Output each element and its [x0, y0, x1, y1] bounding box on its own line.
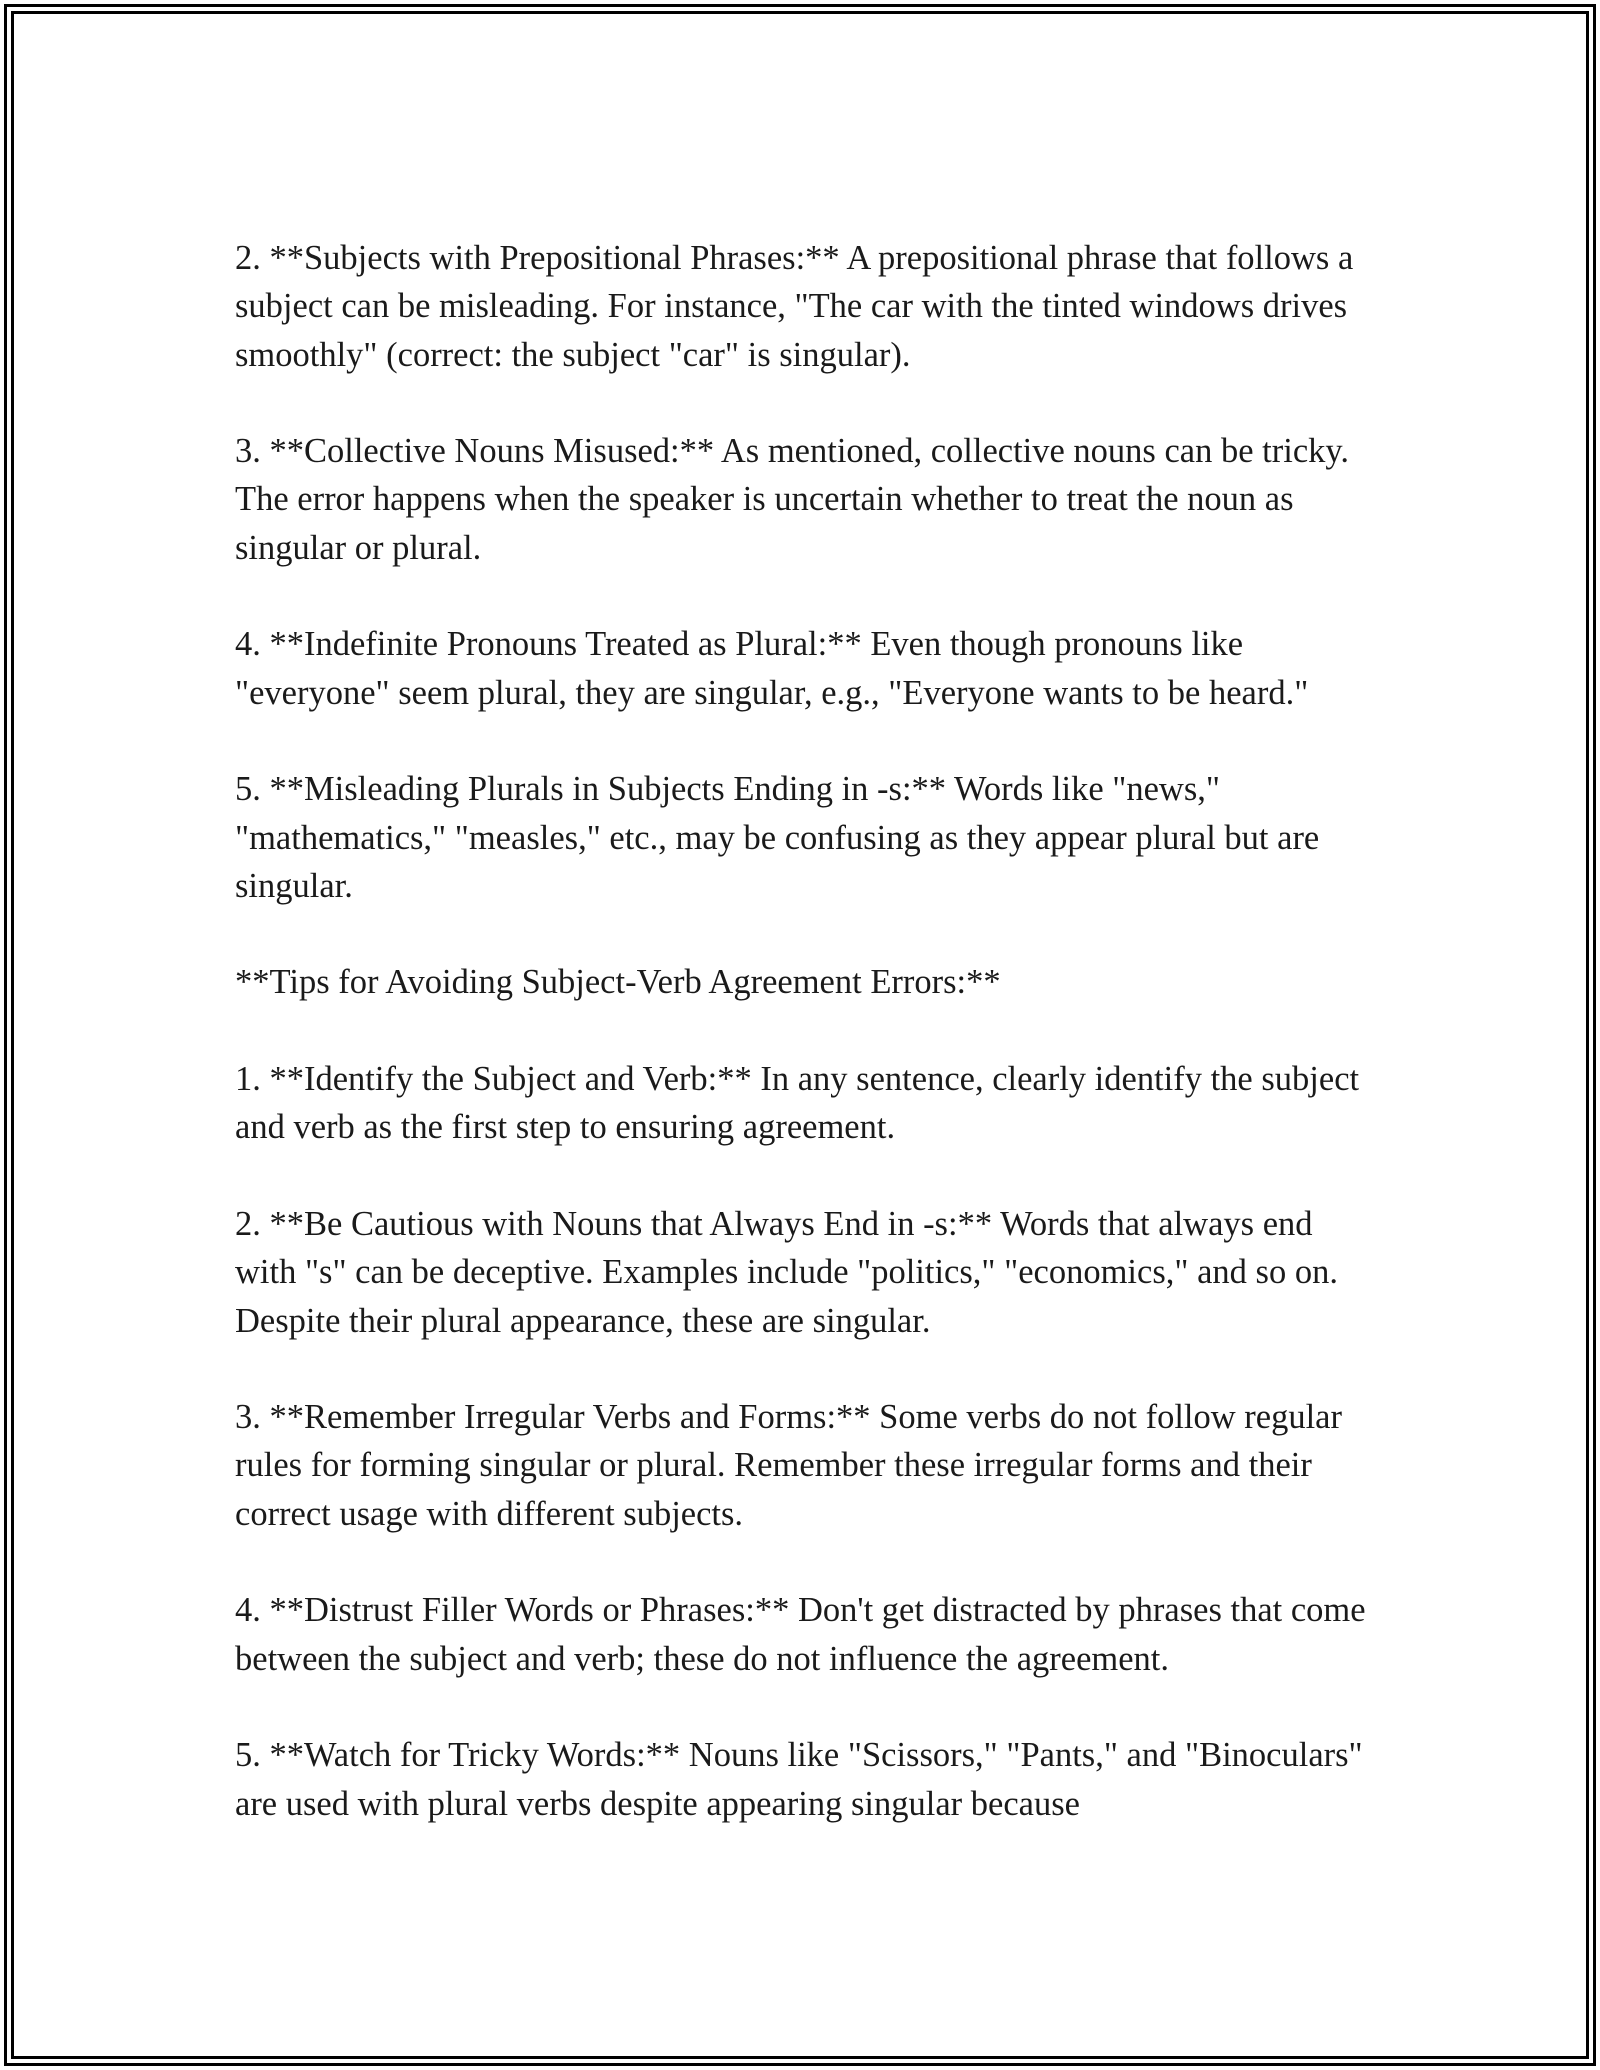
paragraph-indefinite-pronouns: 4. **Indefinite Pronouns Treated as Plural:** Even though pronouns like "everyone" seem plural, they are singular, e.g., "Everyone wants to be heard." [235, 625, 1309, 712]
paragraph-nouns-ending-s: 2. **Be Cautious with Nouns that Always End in -s:** Words that always end with "s" can be deceptive. Examples include "politics," "economics," and so on. Despite their plural appearance, these are singular. [235, 1204, 1338, 1340]
document-body [235, 234, 1375, 1828]
paragraph-misleading-plurals: 5. **Misleading Plurals in Subjects Ending in -s:** Words like "news," "mathematics," "measles," etc., may be confusing as they appear plural but are singular. [235, 770, 1320, 905]
section-heading-tips: **Tips for Avoiding Subject-Verb Agreement Errors:** [235, 963, 1001, 1002]
paragraph-collective-nouns: 3. **Collective Nouns Misused:** As mentioned, collective nouns can be tricky. The error happens when the speaker is uncertain whether to treat the noun as singular or plural. [235, 432, 1350, 567]
paragraph-prepositional-phrases: 2. **Subjects with Prepositional Phrases:** A prepositional phrase that follows a subject can be misleading. For instance, "The car with the tinted windows drives smoothly" (correct: the subject "car" is singular). [235, 239, 1354, 374]
paragraph-irregular-verbs: 3. **Remember Irregular Verbs and Forms:** Some verbs do not follow regular rules for forming singular or plural. Remember these irregular forms and their correct usage with different subjects. [235, 1398, 1342, 1533]
paragraph-filler-words: 4. **Distrust Filler Words or Phrases:** Don't get distracted by phrases that come between the subject and verb; these do not influence the agreement. [235, 1591, 1366, 1678]
paragraph-identify-subject-verb: 1. **Identify the Subject and Verb:** In any sentence, clearly identify the subject and verb as the first step to ensuring agreement. [235, 1060, 1360, 1147]
paragraph-tricky-words: 5. **Watch for Tricky Words:** Nouns like "Scissors," "Pants," and "Binoculars" are used with plural verbs despite appearing singular because [235, 1736, 1363, 1823]
